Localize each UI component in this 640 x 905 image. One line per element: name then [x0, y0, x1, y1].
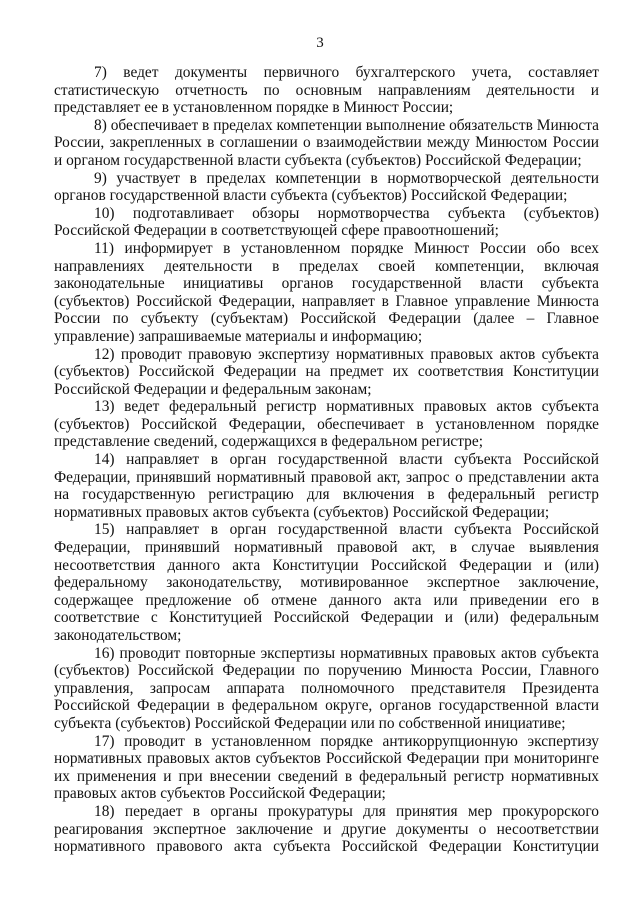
- paragraph-item-8: 8) обеспечивает в пределах компетенции выполнение обязательств Минюста России, закрепленных в соглашении о взаимодействии между Минюстом России и органом государственной власти субъекта (субъектов) Российской Федерации;: [54, 116, 599, 169]
- paragraph-item-7: 7) ведет документы первичного бухгалтерского учета, составляет статистическую отчетность по основным направлениям деятельности и представляет ее в установленном порядке в Минюст России;: [54, 64, 599, 117]
- paragraph-item-17: 17) проводит в установленном порядке антикоррупционную экспертизу нормативных правовых актов субъектов Российской Федерации при мониторинге их применения и при внесении сведений в федеральный регистр нормативных правовых актов субъектов Российской Федерации;: [54, 732, 599, 803]
- paragraph-item-16: 16) проводит повторные экспертизы нормативных правовых актов субъекта (субъектов) Российской Федерации по поручению Минюста России, Главного управления, запросам аппарата полномочного представителя Президента Российской Федерации в федеральном округе, органов государственной власти субъекта (субъектов) Российской Федерации или по собственной инициативе;: [54, 644, 599, 732]
- paragraph-item-14: 14) направляет в орган государственной власти субъекта Российской Федерации, принявший нормативный правовой акт, запрос о представлении акта на государственную регистрацию для включения в федеральный регистр нормативных правовых актов субъекта (субъектов) Российской Федерации;: [54, 451, 599, 521]
- paragraph-item-10: 10) подготавливает обзоры нормотворчества субъекта (субъектов) Российской Федерации в соответствующей сфере правоотношений;: [54, 204, 599, 240]
- page-number: 3: [316, 35, 324, 51]
- document-body: [54, 64, 599, 856]
- paragraph-item-18: 18) передает в органы прокуратуры для принятия мер прокурорского реагирования экспертное заключение и другие документы о несоответствии нормативного правового акта субъекта Российской Федерации Конституции: [54, 802, 599, 856]
- paragraph-item-15: 15) направляет в орган государственной власти субъекта Российской Федерации, принявший нормативный правовой акт, в случае выявления несоответствия данного акта Конституции Российской Федерации и (или) федеральному законодательству, мотивированное экспертное заключение, содержащее предложение об отмене данного акта или приведении его в соответствие с Конституцией Российской Федерации и (или) федеральным законодательством;: [54, 521, 599, 644]
- paragraph-item-13: 13) ведет федеральный регистр нормативных правовых актов субъекта (субъектов) Российской Федерации, обеспечивает в установленном порядке представление сведений, содержащихся в федеральном регистре;: [54, 398, 599, 451]
- paragraph-item-12: 12) проводит правовую экспертизу нормативных правовых актов субъекта (субъектов) Российской Федерации на предмет их соответствия Конституции Российской Федерации и федеральным законам;: [54, 345, 599, 398]
- paragraph-item-11: 11) информирует в установленном порядке Минюст России обо всех направлениях деятельности в пределах своей компетенции, включая законодательные инициативы органов государственной власти субъекта (субъектов) Российской Федерации, направляет в Главное управление Минюста России по субъекту (субъектам) Российской Федерации (далее – Главное управление) запрашиваемые материалы и информацию;: [54, 239, 599, 345]
- paragraph-item-9: 9) участвует в пределах компетенции в нормотворческой деятельности органов государственной власти субъекта (субъектов) Российской Федерации;: [54, 169, 599, 205]
